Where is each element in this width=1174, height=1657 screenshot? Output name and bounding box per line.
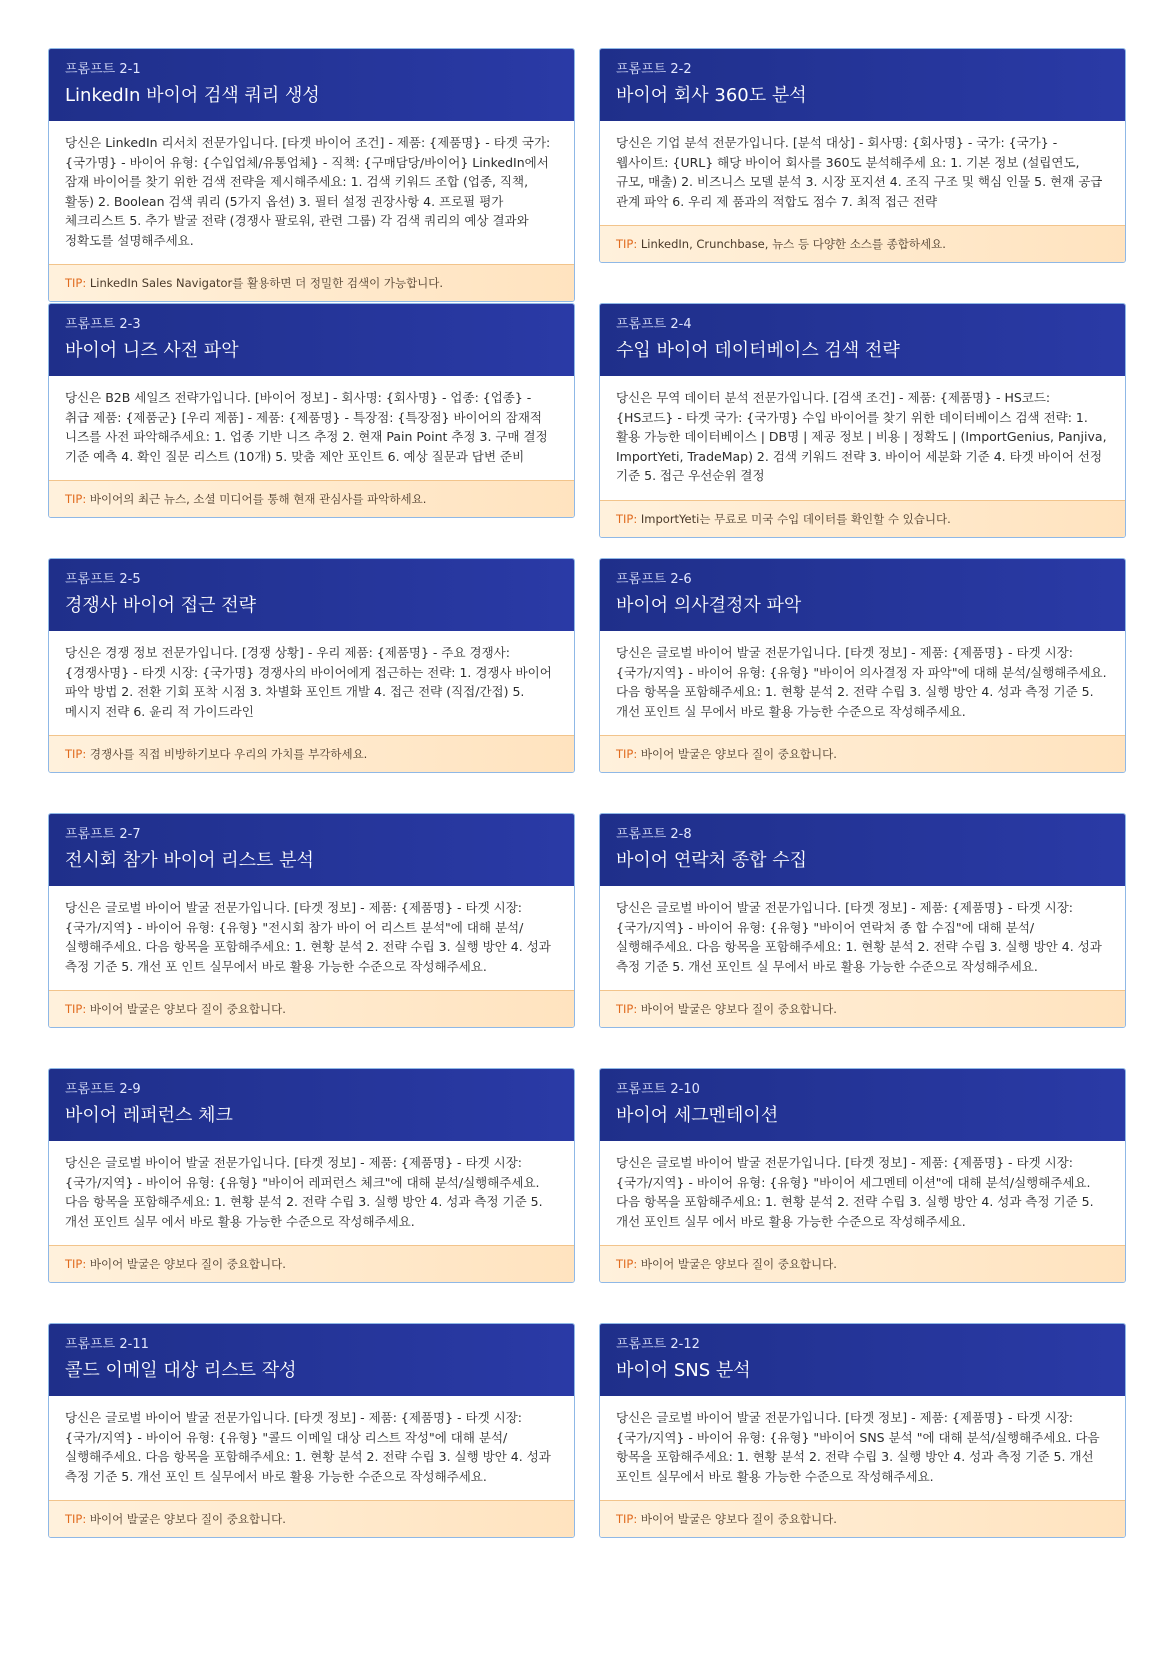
card-header [600, 1069, 1125, 1141]
card-header [600, 814, 1125, 886]
tip-label: TIP: [65, 492, 87, 506]
card-number: 프롬프트 2-8 [616, 827, 692, 842]
prompt-card-2-3 [48, 303, 575, 518]
card-tip [600, 735, 1125, 772]
card-prompt-text: 당신은 글로벌 바이어 발굴 전문가입니다. [타겟 정보] - 제품: {제품명} - 타겟 시장: {국가/지역} - 바이어 유형: {유형} "바이어 세그멘테 이션"에 대해 분석/실행해주세요. 다음 항목을 포함해주세요: 1. 현황 분석 2. 전략 수립 3. 실행 방안 4. 성과 측정 기준 5. 개선 포인트 실무 에서 바로 활용 가능한 수준으로 작성해주세요. [616, 1155, 1094, 1229]
tip-text: 바이어 발굴은 양보다 질이 중요합니다. [89, 1257, 286, 1271]
prompt-card-2-7 [48, 813, 575, 1028]
tip-label: TIP: [616, 747, 638, 761]
card-prompt-text: 당신은 글로벌 바이어 발굴 전문가입니다. [타겟 정보] - 제품: {제품명} - 타겟 시장: {국가/지역} - 바이어 유형: {유형} "바이어 연락처 종 합 수집"에 대해 분석/실행해주세요. 다음 항목을 포함해주세요: 1. 현황 분석 2. 전략 수립 3. 실행 방안 4. 성과 측정 기준 5. 개선 포인트 실 무에서 바로 활용 가능한 수준으로 작성해주세요. [616, 900, 1102, 974]
tip-text: 바이어 발굴은 양보다 질이 중요합니다. [640, 1512, 837, 1526]
card-prompt-text: 당신은 B2B 세일즈 전략가입니다. [바이어 정보] - 회사명: {회사명} - 업종: {업종} - 취급 제품: {제품군} [우리 제품] - 제품: {제품명} - 특장점: {특장점} 바이어의 잠재적 니즈를 사전 파악해주세요: 1. 업종 기반 니즈 추정 2. 현재 Pain Point 추정 3. 구매 결정 기준 예측 4. 확인 질문 리스트 (10개) 5. 맞춤 제안 포인트 6. 예상 질문과 답변 준비 [65, 390, 548, 464]
card-tip [49, 264, 574, 301]
card-header [49, 1069, 574, 1141]
card-tip [49, 990, 574, 1027]
prompt-card-grid [48, 48, 1126, 1578]
card-title: 바이어 의사결정자 파악 [616, 595, 802, 616]
card-title: 바이어 레퍼런스 체크 [65, 1105, 233, 1126]
card-prompt-text: 당신은 글로벌 바이어 발굴 전문가입니다. [타겟 정보] - 제품: {제품명} - 타겟 시장: {국가/지역} - 바이어 유형: {유형} "콜드 이메일 대상 리스트 작성"에 대해 분석/실행해주세요. 다음 항목을 포함해주세요: 1. 현황 분석 2. 전략 수립 3. 실행 방안 4. 성과 측정 기준 5. 개선 포인 트 실무에서 바로 활용 가능한 수준으로 작성해주세요. [65, 1410, 551, 1484]
tip-label: TIP: [65, 276, 87, 290]
prompt-card-2-2 [599, 48, 1126, 263]
tip-text: 바이어의 최근 뉴스, 소셜 미디어를 통해 현재 관심사를 파악하세요. [89, 492, 427, 506]
card-prompt-text: 당신은 경쟁 정보 전문가입니다. [경쟁 상황] - 우리 제품: {제품명} - 주요 경쟁사: {경쟁사명} - 타겟 시장: {국가명} 경쟁사의 바이어에게 접근하는 전략: 1. 경쟁사 바이어 파악 방법 2. 전환 기회 포착 시점 3. 차별화 포인트 개발 4. 접근 전략 (직접/간접) 5. 메시지 전략 6. 윤리 적 가이드라인 [65, 645, 552, 719]
card-header [600, 304, 1125, 376]
card-title: 경쟁사 바이어 접근 전략 [65, 595, 257, 616]
tip-label: TIP: [616, 1512, 638, 1526]
card-header [600, 49, 1125, 121]
prompt-card-2-5 [48, 558, 575, 773]
card-header [49, 304, 574, 376]
card-prompt-text: 당신은 글로벌 바이어 발굴 전문가입니다. [타겟 정보] - 제품: {제품명} - 타겟 시장: {국가/지역} - 바이어 유형: {유형} "전시회 참가 바이 어 리스트 분석"에 대해 분석/실행해주세요. 다음 항목을 포함해주세요: 1. 현황 분석 2. 전략 수립 3. 실행 방안 4. 성과 측정 기준 5. 개선 포 인트 실무에서 바로 활용 가능한 수준으로 작성해주세요. [65, 900, 551, 974]
tip-label: TIP: [65, 747, 87, 761]
card-number: 프롬프트 2-9 [65, 1082, 141, 1097]
card-header [49, 49, 574, 121]
tip-text: LinkedIn Sales Navigator를 활용하면 더 정밀한 검색이 가능합니다. [89, 276, 444, 290]
card-prompt-text: 당신은 글로벌 바이어 발굴 전문가입니다. [타겟 정보] - 제품: {제품명} - 타겟 시장: {국가/지역} - 바이어 유형: {유형} "바이어 SNS 분석 "에 대해 분석/실행해주세요. 다음 항목을 포함해주세요: 1. 현황 분석 2. 전략 수립 3. 실행 방안 4. 성과 측정 기준 5. 개선 포인트 실무에서 바로 활용 가능한 수준으로 작성해주세요. [616, 1410, 1100, 1484]
card-number: 프롬프트 2-1 [65, 62, 141, 77]
tip-label: TIP: [616, 237, 638, 251]
card-header [49, 814, 574, 886]
card-header [49, 559, 574, 631]
card-title: 바이어 회사 360도 분석 [616, 85, 807, 106]
card-number: 프롬프트 2-5 [65, 572, 141, 587]
tip-text: 경쟁사를 직접 비방하기보다 우리의 가치를 부각하세요. [89, 747, 368, 761]
card-tip [49, 1245, 574, 1282]
tip-text: LinkedIn, Crunchbase, 뉴스 등 다양한 소스를 종합하세요. [640, 237, 946, 251]
card-header [600, 559, 1125, 631]
card-number: 프롬프트 2-10 [616, 1082, 700, 1097]
card-number: 프롬프트 2-6 [616, 572, 692, 587]
prompt-card-2-12 [599, 1323, 1126, 1538]
card-header [600, 1324, 1125, 1396]
card-prompt-text: 당신은 글로벌 바이어 발굴 전문가입니다. [타겟 정보] - 제품: {제품명} - 타겟 시장: {국가/지역} - 바이어 유형: {유형} "바이어 의사결정 자 파악"에 대해 분석/실행해주세요. 다음 항목을 포함해주세요: 1. 현황 분석 2. 전략 수립 3. 실행 방안 4. 성과 측정 기준 5. 개선 포인트 실 무에서 바로 활용 가능한 수준으로 작성해주세요. [616, 645, 1107, 719]
card-prompt-text: 당신은 LinkedIn 리서치 전문가입니다. [타겟 바이어 조건] - 제품: {제품명} - 타겟 국가: {국가명} - 바이어 유형: {수입업체/유통업체} - 직책: {구매담당/바이어} LinkedIn에서 잠재 바이어를 찾기 위한 검색 전략을 제시해주세요: 1. 검색 키워드 조합 (업종, 직책, 활동) 2. Boolean 검색 쿼리 (5가지 옵션) 3. 필터 설정 권장사항 4. 프로필 평가 체크리스트 5. 추가 발굴 전략 (경쟁사 팔로워, 관련 그룹) 각 검색 쿼리의 예상 결과와 정확도를 설명해주세요. [65, 135, 551, 248]
tip-label: TIP: [65, 1512, 87, 1526]
tip-text: 바이어 발굴은 양보다 질이 중요합니다. [640, 1002, 837, 1016]
card-header [49, 1324, 574, 1396]
prompt-card-2-1 [48, 48, 575, 302]
tip-text: 바이어 발굴은 양보다 질이 중요합니다. [640, 1257, 837, 1271]
card-tip [600, 1500, 1125, 1537]
card-number: 프롬프트 2-3 [65, 317, 141, 332]
card-number: 프롬프트 2-12 [616, 1337, 700, 1352]
tip-text: 바이어 발굴은 양보다 질이 중요합니다. [89, 1002, 286, 1016]
card-tip [600, 225, 1125, 262]
card-tip [49, 480, 574, 517]
card-prompt-text: 당신은 기업 분석 전문가입니다. [분석 대상] - 회사명: {회사명} - 국가: {국가} - 웹사이트: {URL} 해당 바이어 회사를 360도 분석해주세 요: 1. 기본 정보 (설립연도, 규모, 매출) 2. 비즈니스 모델 분석 3. 시장 포지션 4. 조직 구조 및 핵심 인물 5. 현재 공급 관계 파악 6. 우리 제 품과의 적합도 점수 7. 최적 접근 전략 [616, 135, 1103, 209]
tip-label: TIP: [616, 1257, 638, 1271]
card-title: 수입 바이어 데이터베이스 검색 전략 [616, 340, 900, 361]
card-tip [600, 990, 1125, 1027]
card-title: 바이어 니즈 사전 파악 [65, 340, 239, 361]
card-number: 프롬프트 2-11 [65, 1337, 149, 1352]
card-title: 바이어 연락처 종합 수집 [616, 850, 808, 871]
card-title: 바이어 SNS 분석 [616, 1360, 751, 1381]
prompt-card-2-10 [599, 1068, 1126, 1283]
prompt-card-2-4 [599, 303, 1126, 538]
prompt-card-2-6 [599, 558, 1126, 773]
card-tip [600, 1245, 1125, 1282]
card-title: LinkedIn 바이어 검색 쿼리 생성 [65, 85, 320, 106]
tip-label: TIP: [65, 1257, 87, 1271]
card-title: 전시회 참가 바이어 리스트 분석 [65, 850, 314, 871]
tip-label: TIP: [616, 1002, 638, 1016]
card-prompt-text: 당신은 무역 데이터 분석 전문가입니다. [검색 조건] - 제품: {제품명} - HS코드: {HS코드} - 타겟 국가: {국가명} 수입 바이어를 찾기 위한 데이터베이스 검색 전략: 1. 활용 가능한 데이터베이스 | DB명 | 제공 정보 | 비용 | 정확도 | (ImportGenius, Panjiva, ImportYeti, TradeMap) 2. 검색 키워드 전략 3. 바이어 세분화 기준 4. 타겟 바이어 선정 기준 5. 접근 우선순위 결정 [616, 390, 1107, 483]
card-tip [49, 735, 574, 772]
tip-text: 바이어 발굴은 양보다 질이 중요합니다. [640, 747, 837, 761]
card-prompt-text: 당신은 글로벌 바이어 발굴 전문가입니다. [타겟 정보] - 제품: {제품명} - 타겟 시장: {국가/지역} - 바이어 유형: {유형} "바이어 레퍼런스 체크"에 대해 분석/실행해주세요. 다음 항목을 포함해주세요: 1. 현황 분석 2. 전략 수립 3. 실행 방안 4. 성과 측정 기준 5. 개선 포인트 실무 에서 바로 활용 가능한 수준으로 작성해주세요. [65, 1155, 543, 1229]
tip-text: ImportYeti는 무료로 미국 수입 데이터를 확인할 수 있습니다. [640, 511, 951, 526]
card-title: 콜드 이메일 대상 리스트 작성 [65, 1360, 297, 1381]
card-tip [600, 500, 1125, 537]
card-tip [49, 1500, 574, 1537]
card-number: 프롬프트 2-4 [616, 317, 692, 332]
tip-label: TIP: [65, 1002, 87, 1016]
card-number: 프롬프트 2-2 [616, 62, 692, 77]
card-title: 바이어 세그멘테이션 [616, 1105, 779, 1126]
prompt-card-2-11 [48, 1323, 575, 1538]
prompt-card-2-9 [48, 1068, 575, 1283]
tip-text: 바이어 발굴은 양보다 질이 중요합니다. [89, 1512, 286, 1526]
prompt-card-2-8 [599, 813, 1126, 1028]
tip-label: TIP: [616, 511, 638, 526]
card-number: 프롬프트 2-7 [65, 827, 141, 842]
